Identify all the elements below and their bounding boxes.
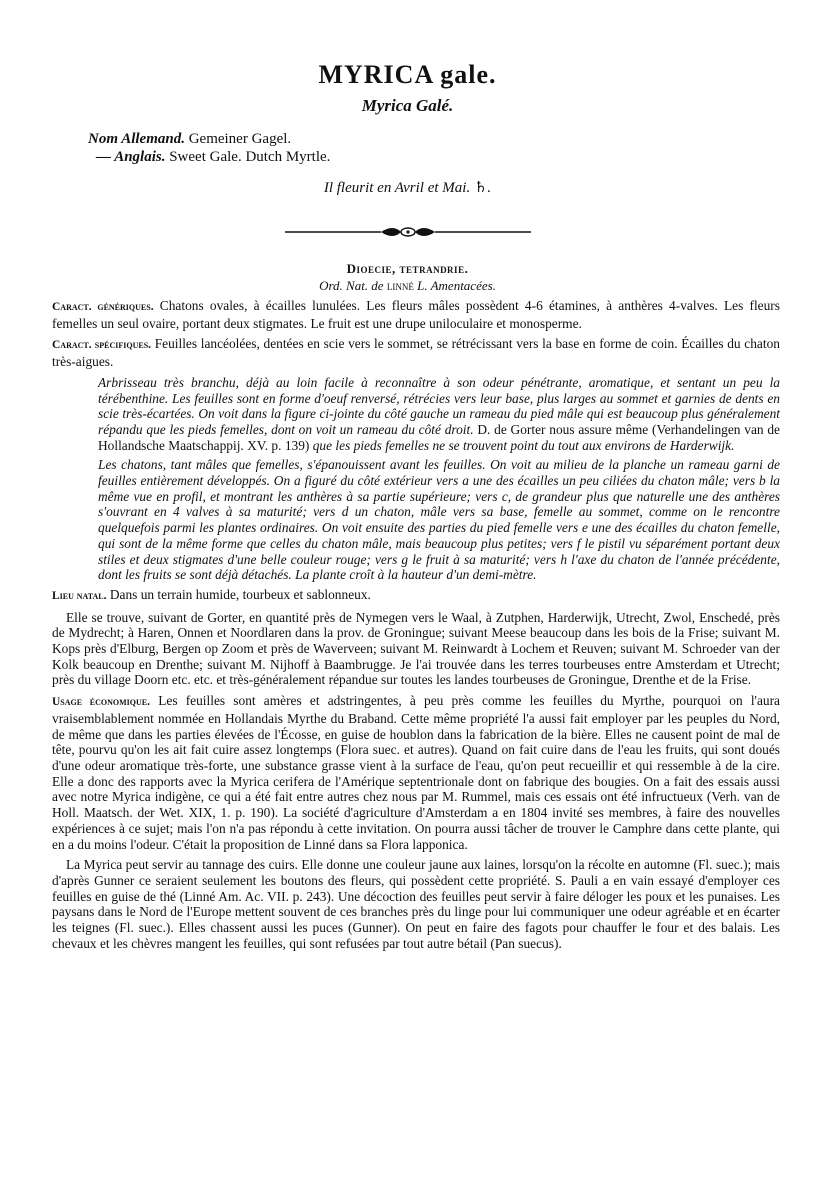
usage-paragraph-2 (52, 857, 780, 951)
natural-order-line (0, 277, 815, 294)
description-paragraph-2 (98, 457, 780, 583)
german-name: Gemeiner Gagel. (188, 131, 292, 147)
habitat-text: Dans un terrain humide, tourbeux et sablonneux. (109, 586, 371, 602)
english-name-label: — Anglais. (96, 149, 166, 165)
description-paragraph-1 (98, 375, 780, 454)
usage-text-2: La Myrica peut servir au tannage des cuirs. Elle donne une couleur jaune aux laines, lorsqu'on la récolte en automne (Fl. suec.); mais d'après Gunner ce seraient seulement les boutons des fleurs, qui possèdent cette propriété. S. Pauli a en vain essayé d'employer ces feuilles en guise de thé (Linné Am. Ac. VII. p. 243). Une décoction des feuilles peut servir à faire déloger les poux et les punaises. Les paysans dans le Nord de l'Europe mettent souvent de ces branches près du linge pour lui communiquer une odeur agréable et en écarter les teignes (Fl. suec.). Elles chassent aussi les puces (Gunner). On peut en faire des fagots pour chauffer le four et des balais. Les chevaux et les chèvres mangent les feuilles, qui sont refusées par tout autre bétail (Pan suecus). (52, 857, 780, 951)
description-2-text: Les chatons, tant mâles que femelles, s'épanouissent avant les feuilles. On voit au milieu de la planche un rameau garni de feuilles entièrement développés. On a figuré du côté extérieur vers a une des écailles un peu ciliées du chaton mâle; vers b la même vue en profil, et montrant les anthères à sa partie supérieure; vers c, de grandeur plus que naturelle une des anthères s'ouvrant en 4 valves à sa maturité; vers d un chaton, mâle vers sa base, femelle au sommet, comme on le rencontre quelquefois parmi les plantes ordinaires. On voit ensuite des parties du pied femelle vers e une des écailles du chaton femelle, qui sont de la même forme que celles du chaton mâle, mais beaucoup plus petites; vers f le pistil vu séparément portant deux stiles et deux stigmates d'une belle couleur rouge; vers g le fruit à sa maturité; vers h l'axe du chaton de l'année précédente, dont les fruits se sont déjà détachés. La plante croît à la hauteur d'un demi-mètre. (98, 457, 780, 583)
natural-order-author: linné (386, 278, 414, 293)
german-name-line (88, 130, 330, 148)
classification (0, 260, 815, 294)
page-title: MYRICA gale. (318, 60, 497, 89)
locations-paragraph (52, 610, 780, 689)
generic-characters (52, 298, 780, 331)
description-1-italic: Arbrisseau très branchu, déjà au loin facile à reconnaître à son odeur pénétrante, aromatique, et sentant un peu la térébenthine. Les feuilles sont en forme d'oeuf renversé, rétrécies vers leur base, plus larges au sommet et garnies de dents en scie très-écartées. On voit dans la figure ci-jointe du côté gauche un rameau du pied mâle qui est beaucoup plus généralement répandu que les pieds femelles, dont on voit un rameau du côté droit. (98, 374, 780, 437)
class-line: Dioecie, tetrandrie. (346, 261, 469, 276)
usage-text-1: Les feuilles sont amères et adstringentes, à peu près comme les feuilles du Myrthe, pourquoi on l'aura vraisemblablement nommée en Hollandais Myrthe du Braband. Cette même propriété l'a aussi fait employer par les peuples du Nord, de même que dans les parties élevées de l'Écosse, en guise de houblon dans la fabrication de la bière. Elles ne causent point de mal de tête, pourvu qu'on les ait fait cuire assez longtemps (Flora suec. et autres). Quand on fait cuire dans de l'eau les fruits, qui sont doués d'une odeur aromatique très-forte, une substance grasse vient à la surface de l'eau, qu'on peut recueillir et qui ressemble à de la cire. Elle a donc des rapports avec la Myrica cerifera de l'Amérique septentrionale dont on fabrique des bougies. On a fait des essais aussi avec notre Myrica indigène, ce qui a été fait entre autres chez nous par M. Rummel, mais ces essais ont été infructueux (Verh. van de Holl. Maatsch. der Wet. XIX, 1. p. 190). La société d'agriculture d'Amsterdam a en 1804 invité ses membres, à faire des nouvelles expériences à ce sujet; mais l'on n'a pas répondu à cette invitation. On pourra aussi tâcher de trouver le Camphre dans cette plante, qui en a du moins l'odeur. C'était la proposition de Linné dans sa Flora lapponica. (52, 693, 781, 852)
habitat (52, 587, 780, 605)
usage-label: Usage économique. (52, 696, 151, 709)
main-text (52, 298, 780, 956)
flowering-period: Il fleurit en Avril et Mai. ♄. (323, 180, 492, 196)
usage-paragraph (52, 693, 780, 852)
page-subtitle: Myrica Galé. (361, 96, 454, 115)
common-names (88, 130, 330, 166)
description-1-end: que les pieds femelles ne se trouvent point du tout aux environs de Harderwijk. (312, 437, 735, 453)
english-name-line (88, 148, 330, 166)
english-name: Sweet Gale. Dutch Myrtle. (169, 149, 331, 165)
generic-characters-label: Caract. génériques. (52, 301, 154, 313)
german-name-label: Nom Allemand. (88, 131, 185, 147)
natural-order-prefix: Ord. Nat. de (319, 278, 384, 293)
generic-characters-text: Chatons ovales, à écailles lunulées. Les fleurs mâles possèdent 4-6 étamines, à anthères 4-valves. Les fleurs femelles un seul ovaire, portant deux stigmates. Le fruit est une drupe uniloculaire et monosperme. (52, 298, 780, 331)
specific-characters (52, 336, 780, 369)
natural-order-suffix: L. Amentacées. (417, 278, 496, 293)
ornamental-divider (283, 223, 533, 241)
specific-characters-label: Caract. spécifiques. (52, 339, 152, 352)
specific-characters-text: Feuilles lancéolées, dentées en scie vers le sommet, se rétrécissant vers la base en forme de coin. Écailles du chaton très-aigues. (52, 336, 780, 370)
locations-text: Elle se trouve, suivant de Gorter, en quantité près de Nymegen vers le Waal, à Zutphen, Harderwijk, Utrecht, Zwol, Enschedé, près de Mydrecht; à Haren, Onnen et Noordlaren dans la prov. de Groningue; suivant Meese beaucoup dans les bois de la Frise; suivant M. Kops près d'Elburg, Bergen op Zoom et près de Waverveen; suivant M. Reinwardt à Lochem et Reuven; suivant M. Schroeder van der Kolk beaucoup en Drenthe; suivant M. Nijhoff à Baambrugge. Je l'ai trouvée dans les terres tourbeuses entre Amsterdam et Utrecht; près du village Doorn etc. etc. et très-généralement répandue sur toutes les landes tourbeuses de Groningue, Drenthe et de la Frise. (52, 609, 780, 688)
description-1-reference: D. de Gorter nous assure même (Verhandelingen van de Hollandsche Maatschappij. XV. p. 139) (98, 421, 780, 453)
habitat-label: Lieu natal. (52, 589, 107, 602)
